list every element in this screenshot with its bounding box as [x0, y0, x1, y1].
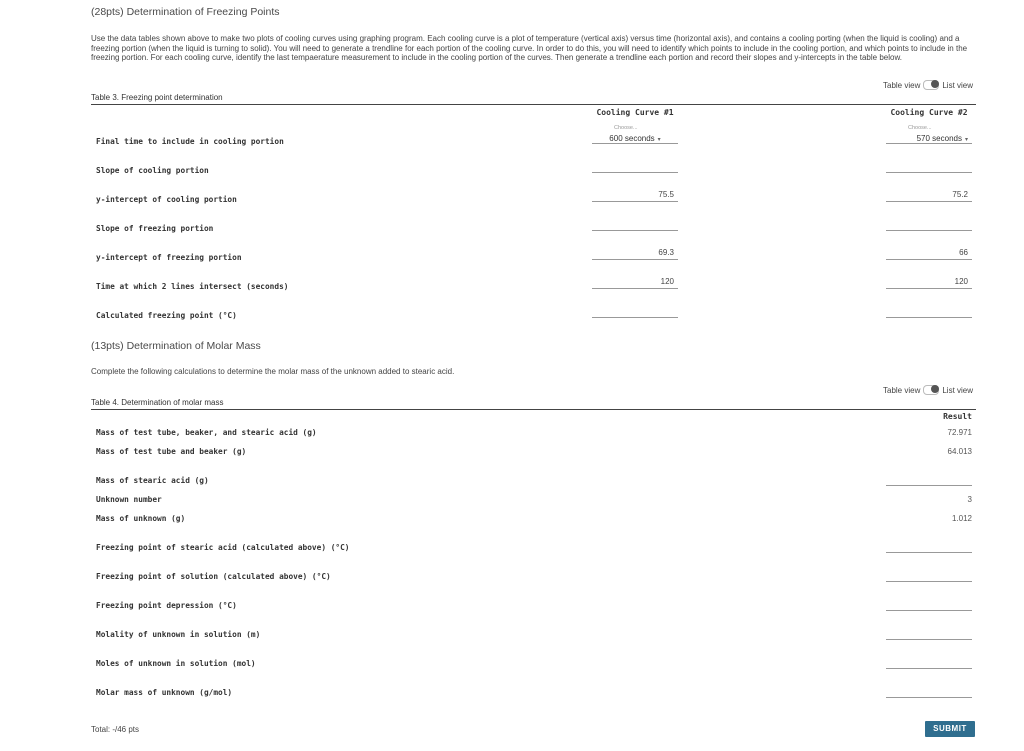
table3-row-label: Slope of freezing portion [96, 224, 214, 233]
table3-input-2[interactable] [886, 218, 972, 231]
table3-input-1[interactable] [592, 305, 678, 318]
table4-value: 3 [967, 495, 972, 504]
table4-row-label: Unknown number [96, 495, 162, 504]
section1-instructions: Use the data tables shown above to make two plots of cooling curves using graphing program. Each cooling curve is a plot of temperature (vertical axis) versus time (horizontal axis), and contains a cooling porting (when the liquid is cooling) and a freezing portion (when the liquid is turning to solid). You will need to generate a trendline for each portion of the cooling curve. In order to do this, you will need to identify which points to include in the cooling portion, and which points to include in the freezing portion. For each cooling curve, identify the last tempaerature measurement to include in the cooling portion of the curves. Then generate a trendline each portion and record their slopes and y-intercepts in the table below. [91, 34, 968, 62]
section1-view-toggle[interactable] [883, 80, 973, 90]
table4-row-label: Molality of unknown in solution (m) [96, 630, 261, 639]
table3-input-2[interactable] [886, 305, 972, 318]
section2-heading: (13pts) Determination of Molar Mass [91, 340, 261, 352]
table4-input[interactable] [886, 540, 972, 553]
submit-button[interactable]: SUBMIT [925, 721, 975, 737]
table4-input[interactable] [886, 627, 972, 640]
section1-heading: (28pts) Determination of Freezing Points [91, 6, 280, 18]
table3-input-1[interactable] [592, 218, 678, 231]
table4-row-label: Mass of stearic acid (g) [96, 476, 209, 485]
view-switch[interactable] [923, 80, 939, 90]
table3-input-1[interactable]: 69.3 [592, 247, 678, 260]
table3-input-1[interactable]: 120 [592, 276, 678, 289]
table3-input-2[interactable]: 66 [886, 247, 972, 260]
table4-value: 1.012 [951, 514, 972, 523]
table4-row-label: Freezing point of stearic acid (calculated above) (°C) [96, 543, 350, 552]
list-view-label: List view [942, 385, 974, 395]
table3-input-2[interactable]: 120 [886, 276, 972, 289]
table3-input-2[interactable]: 75.2 [886, 189, 972, 202]
table3-row-label: Final time to include in cooling portion [96, 137, 284, 146]
table4-row-label: Moles of unknown in solution (mol) [96, 659, 256, 668]
table3-input-2[interactable] [886, 160, 972, 173]
section2-view-toggle[interactable] [883, 385, 973, 395]
table4-input[interactable] [886, 685, 972, 698]
table4-row-label: Mass of test tube and beaker (g) [96, 447, 247, 456]
table4-top-rule [91, 409, 976, 410]
table4-input[interactable] [886, 569, 972, 582]
select-value: 570 seconds [916, 134, 962, 143]
final-time-select-2[interactable] [886, 131, 972, 144]
table3-row-label: Calculated freezing point (°C) [96, 311, 237, 320]
table4-row-label: Molar mass of unknown (g/mol) [96, 688, 233, 697]
table3-col-curve1: Cooling Curve #1 [596, 108, 674, 117]
list-view-label: List view [942, 80, 974, 90]
table3-row-label: Slope of cooling portion [96, 166, 209, 175]
table3-row-label: y-intercept of cooling portion [96, 195, 237, 204]
select-value: 600 seconds [609, 134, 655, 143]
table3-input-1[interactable] [592, 160, 678, 173]
table-view-label: Table view [883, 80, 921, 90]
table3-caption: Table 3. Freezing point determination [91, 93, 223, 102]
section2-instructions: Complete the following calculations to determine the molar mass of the unknown added to stearic acid. [91, 367, 455, 376]
table-view-label: Table view [883, 385, 921, 395]
table4-caption: Table 4. Determination of molar mass [91, 398, 224, 407]
final-time-select-1[interactable] [592, 131, 678, 144]
table4-row-label: Mass of test tube, beaker, and stearic acid (g) [96, 428, 317, 437]
table3-input-1[interactable]: 75.5 [592, 189, 678, 202]
select-hint: Choose... [908, 125, 932, 131]
table4-row-label: Freezing point of solution (calculated above) (°C) [96, 572, 331, 581]
table4-row-label: Freezing point depression (°C) [96, 601, 237, 610]
chevron-down-icon: ▾ [657, 137, 661, 143]
total-points: Total: -/46 pts [91, 725, 140, 734]
view-switch[interactable] [923, 385, 939, 395]
table4-value: 64.013 [947, 447, 972, 456]
table4-col-result: Result [943, 412, 972, 421]
table4-input[interactable] [886, 473, 972, 486]
table4-row-label: Mass of unknown (g) [96, 514, 186, 523]
table3-row-label: Time at which 2 lines intersect (seconds) [96, 282, 289, 291]
chevron-down-icon: ▾ [964, 137, 968, 143]
table4-input[interactable] [886, 656, 972, 669]
table4-value: 72.971 [947, 428, 972, 437]
table3-top-rule [91, 104, 976, 105]
table3-col-curve2: Cooling Curve #2 [890, 108, 968, 117]
table4-input[interactable] [886, 598, 972, 611]
select-hint: Choose... [614, 125, 638, 131]
table3-row-label: y-intercept of freezing portion [96, 253, 242, 262]
